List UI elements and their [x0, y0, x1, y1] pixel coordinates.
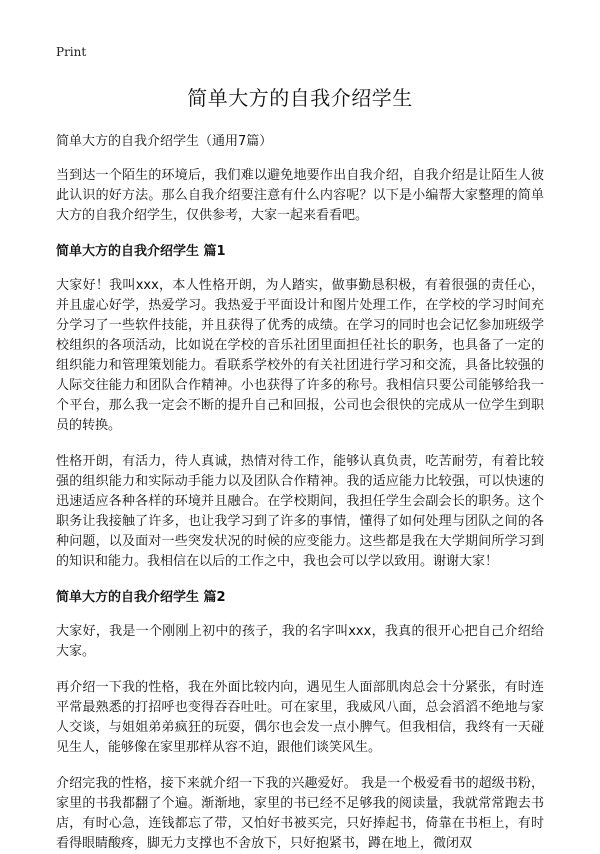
intro-paragraph: 当到达一个陌生的环境后，我们难以避免地要作出自我介绍，自我介绍是让陌生人彼此认识的好方法。那么自我介绍要注意有什么内容呢？以下是小编帮大家整理的简单大方的自我介绍学生，仅供参考，大家一起来看看吧。 — [56, 168, 544, 223]
section-1-paragraph-2: 性格开朗，有活力，待人真诚，热情对待工作，能够认真负责，吃苦耐劳，有着比较强的组织能力和实际动手能力以及团队合作精神。我的适应能力比较强，可以快速的迅速适应各种各样的环境并且融合。在学校期间，我担任学生会副会长的职务。这个职务让我接触了许多，也让我学习到了许多的事情，懂得了如何处理与团队之间的各种问题，以及面对一些突发状况的时候的应变能力。这些都是我在大学期间所学习到的知识和能力。我相信在以后的工作之中，我也会可以学以致用。谢谢大家！ — [56, 454, 544, 569]
section-2-paragraph-2: 再介绍一下我的性格，我在外面比较内向，遇见生人面部肌肉总会十分紧张，有时连平常最熟悉的打招呼也变得吞吞吐吐。可在家里，我威风八面，总会滔滔不绝地与家人交谈，与姐姐弟弟疯狂的玩耍，偶尔也会发一点小脾气。但我相信，我终有一天碰见生人，能够像在家里那样从容不迫，跟他们谈笑风生。 — [56, 680, 544, 755]
page-title: 简单大方的自我介绍学生 — [187, 86, 413, 110]
print-link[interactable]: Print — [56, 45, 87, 59]
section-1-paragraph-1: 大家好！我叫xxx，本人性格开朗，为人踏实，做事勤恳积极，有着很强的责任心，并且虚心好学，热爱学习。我热爱于平面设计和图片处理工作，在学校的学习时间充分学习了一些软件技能，并且获得了优秀的成绩。在学习的同时也会记忆参加班级学校组织的各项活动，比如说在学校的音乐社团里面担任社长的职务，也具备了一定的组织能力和管理策划能力。看联系学校外的有关社团进行学习和交流，具备比较强的人际交往能力和团队合作精神。小也获得了许多的称号。我相信只要公司能够给我一个平台，那么我一定会不断的提升自己和回报，公司也会很快的完成从一位学生到职员的转换。 — [56, 278, 544, 433]
section-heading-2: 简单大方的自我介绍学生 篇2 — [56, 590, 226, 605]
document-subtitle: 简单大方的自我介绍学生（通用7篇） — [56, 134, 273, 149]
section-heading-1: 简单大方的自我介绍学生 篇1 — [56, 244, 226, 259]
section-2-paragraph-1: 大家好，我是一个刚刚上初中的孩子，我的名字叫xxx，我真的很开心把自己介绍给大家。 — [56, 624, 544, 659]
section-2-paragraph-3: 介绍完我的性格，接下来就介绍一下我的兴趣爱好。 我是一个极爱看书的超级书粉，家里的书我都翻了个遍。渐渐地，家里的书已经不足够我的阅读量，我就常常跑去书店，有时心急，连钱都忘了带，又怕好书被买完，只好捧起书，倚靠在书柜上，有时看得眼睛酸疼，脚无力支撑也不舍放下，只好抱紧书，蹲在地上，微闭双 — [56, 776, 544, 851]
